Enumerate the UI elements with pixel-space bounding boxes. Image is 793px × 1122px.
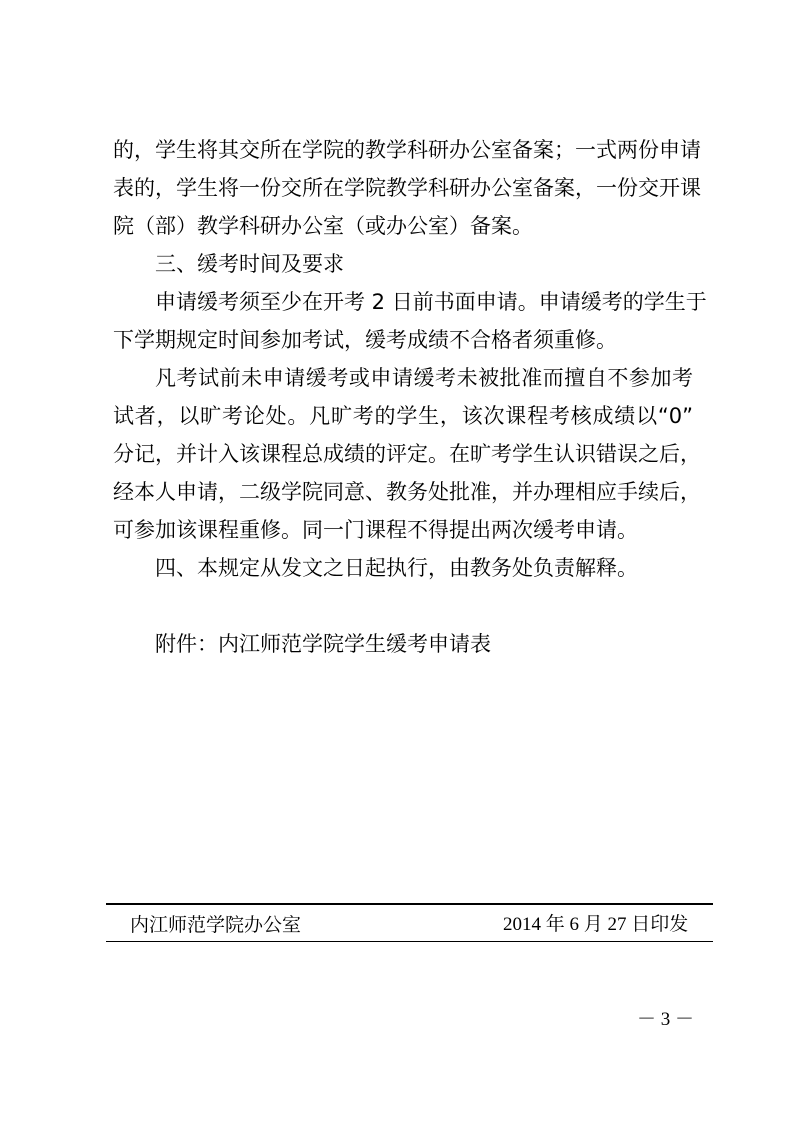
paragraph-line: 表的，学生将一份交所在学院教学科研办公室备案，一份交开课 <box>113 176 701 200</box>
paragraph-line: 申请缓考须至少在开考 2 日前书面申请。申请缓考的学生于 <box>155 290 707 314</box>
paragraph-line: 可参加该课程重修。同一门课程不得提出两次缓考申请。 <box>113 518 638 542</box>
paragraph-line: 的，学生将其交所在学院的教学科研办公室备案；一式两份申请 <box>113 138 701 162</box>
section-heading: 三、缓考时间及要求 <box>155 252 344 276</box>
footer-issue-date: 2014 年 6 月 27 日印发 <box>503 914 689 935</box>
paragraph-line: 经本人申请，二级学院同意、教务处批准，并办理相应手续后， <box>113 480 701 504</box>
paragraph-line: 院（部）教学科研办公室（或办公室）备案。 <box>113 214 533 238</box>
footer-top-rule <box>106 903 713 905</box>
paragraph-line: 分记，并计入该课程总成绩的评定。在旷考学生认识错误之后， <box>113 442 701 466</box>
paragraph-line: 试者，以旷考论处。凡旷考的学生，该次课程考核成绩以“0” <box>113 404 693 428</box>
paragraph-line: 凡考试前未申请缓考或申请缓考未被批准而擅自不参加考 <box>155 366 693 390</box>
section-heading: 四、本规定从发文之日起执行，由教务处负责解释。 <box>155 556 638 580</box>
paragraph-line: 下学期规定时间参加考试，缓考成绩不合格者须重修。 <box>113 328 617 352</box>
footer-bottom-rule <box>106 941 713 942</box>
attachment-note: 附件：内江师范学院学生缓考申请表 <box>155 632 491 656</box>
page-number: － 3 － <box>637 1009 695 1030</box>
footer-issuer: 内江师范学院办公室 <box>130 914 302 936</box>
